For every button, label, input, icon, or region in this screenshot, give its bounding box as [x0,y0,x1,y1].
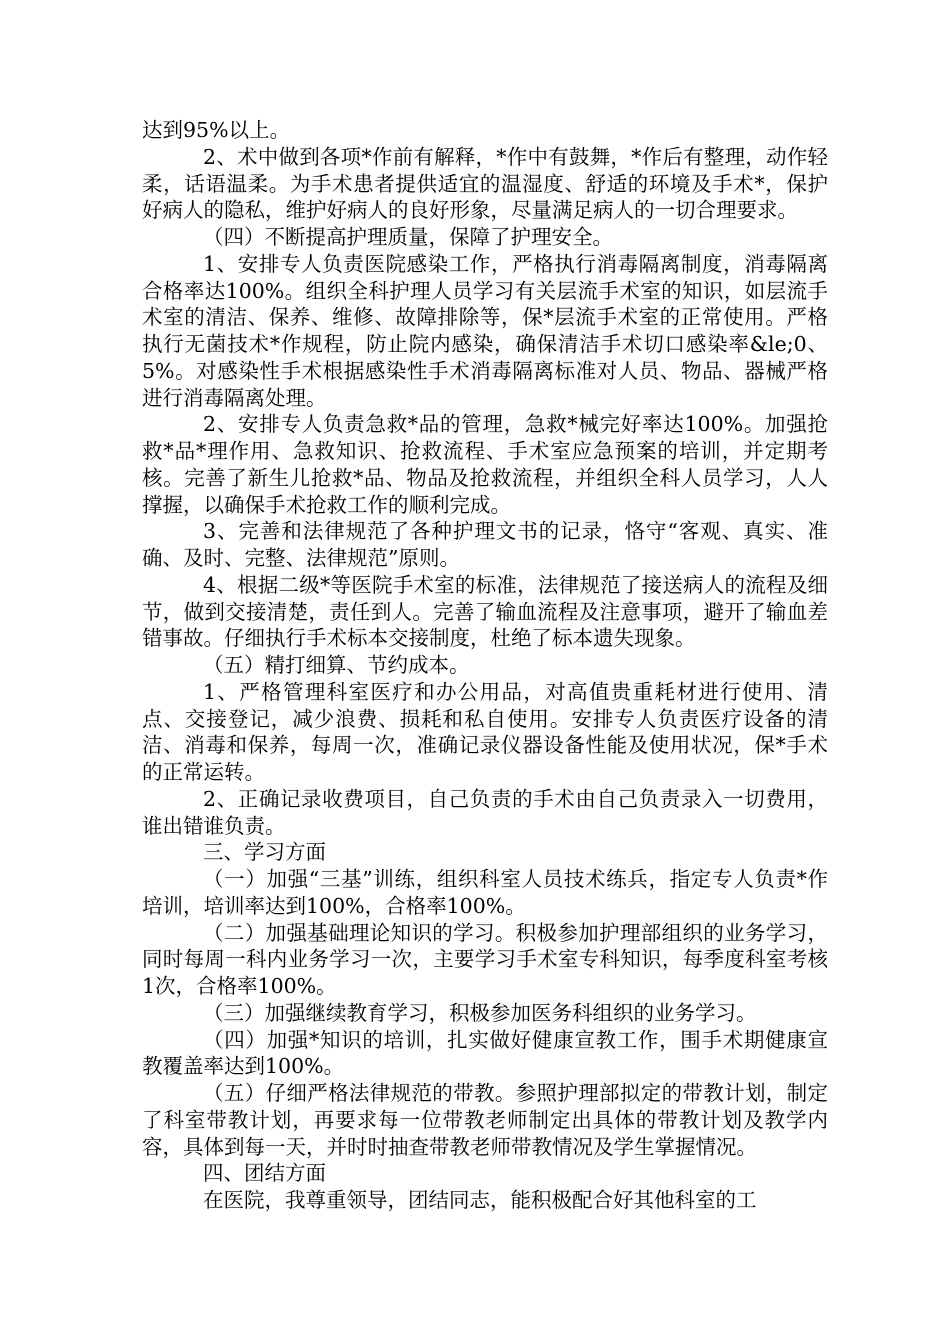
section-heading-4: （四）不断提高护理质量，保障了护理安全。 [203,225,613,249]
paragraph-billing: 2、正确记录收费项目，自己负责的手术由自己负责录入一切费用，谁出错谁负责。 [142,786,828,838]
paragraph-supplies-management: 1、严格管理科室医疗和办公用品，对高值贵重耗材进行使用、清点、交接登记，减少浪费、损耗和私自使用。安排专人负责医疗设备的清洁、消毒和保养，每周一次，准确记录仪器设备性能及使用状况，保*手术的正常运转。 [142,679,828,784]
document-body [142,117,828,1214]
section-heading-5: （五）精打细算、节约成本。 [203,653,470,677]
section-heading-unity: 四、团结方面 [203,1161,326,1186]
paragraph-infection-control: 1、安排专人负责医院感染工作，严格执行消毒隔离制度，消毒隔离合格率达100%。组织全科护理人员学习有关层流手术室的知识，如层流手术室的清洁、保养、维修、故障排除等，保*层流手术室的正常使用。严格执行无菌技术*作规程，防止院内感染，确保清洁手术切口感染率&le;0、5%。对感染性手术根据感染性手术消毒隔离标准对人员、物品、器械严格进行消毒隔离处理。 [142,251,828,410]
paragraph-learning-3: （三）加强继续教育学习，积极参加医务科组织的业务学习。 [203,1000,757,1025]
paragraph-continuation: 达到95%以上。 [142,118,291,142]
paragraph-emergency-drugs: 2、安排专人负责急救*品的管理，急救*械完好率达100%。加强抢救*品*理作用、急救知识、抢救流程、手术室应急预案的培训，并定期考核。完善了新生儿抢救*品、物品及抢救流程，并组织全科人员学习，人人撑握，以确保手术抢救工作的顺利完成。 [142,412,828,517]
paragraph-learning-5: （五）仔细严格法律规范的带教。参照护理部拟定的带教计划，制定了科室带教计划，再要求每一位带教老师制定出具体的带教计划及教学内容，具体到每一天，并时时抽查带教老师带教情况及学生掌握情况。 [142,1081,828,1159]
paragraph-item-2-intraop: 2、术中做到各项*作前有解释，*作中有鼓舞，*作后有整理，动作轻柔，话语温柔。为手术患者提供适宜的温湿度、舒适的环境及手术*，保护好病人的隐私，维护好病人的良好形象，尽量满足病人的一切合理要求。 [142,144,828,223]
section-heading-learning: 三、学习方面 [203,840,326,865]
paragraph-learning-1: （一）加强“三基”训练，组织科室人员技术练兵，指定专人负责*作培训，培训率达到100%，合格率100%。 [142,867,828,918]
paragraph-unity: 在医院，我尊重领导，团结同志，能积极配合好其他科室的工 [203,1188,757,1212]
paragraph-learning-2: （二）加强基础理论知识的学习。积极参加护理部组织的业务学习，同时每周一科内业务学习一次，主要学习手术室专科知识，每季度科室考核1次，合格率100%。 [142,920,828,998]
paragraph-nursing-documents: 3、完善和法律规范了各种护理文书的记录，恪守“客观、真实、准确、及时、完整、法律规范”原则。 [142,519,828,570]
paragraph-patient-transfer: 4、根据二级*等医院手术室的标准，法律规范了接送病人的流程及细节，做到交接清楚，责任到人。完善了输血流程及注意事项，避开了输血差错事故。仔细执行手术标本交接制度，杜绝了标本遗失现象。 [142,572,828,651]
paragraph-learning-4: （四）加强*知识的培训，扎实做好健康宣教工作，围手术期健康宣教覆盖率达到100%。 [142,1027,828,1079]
